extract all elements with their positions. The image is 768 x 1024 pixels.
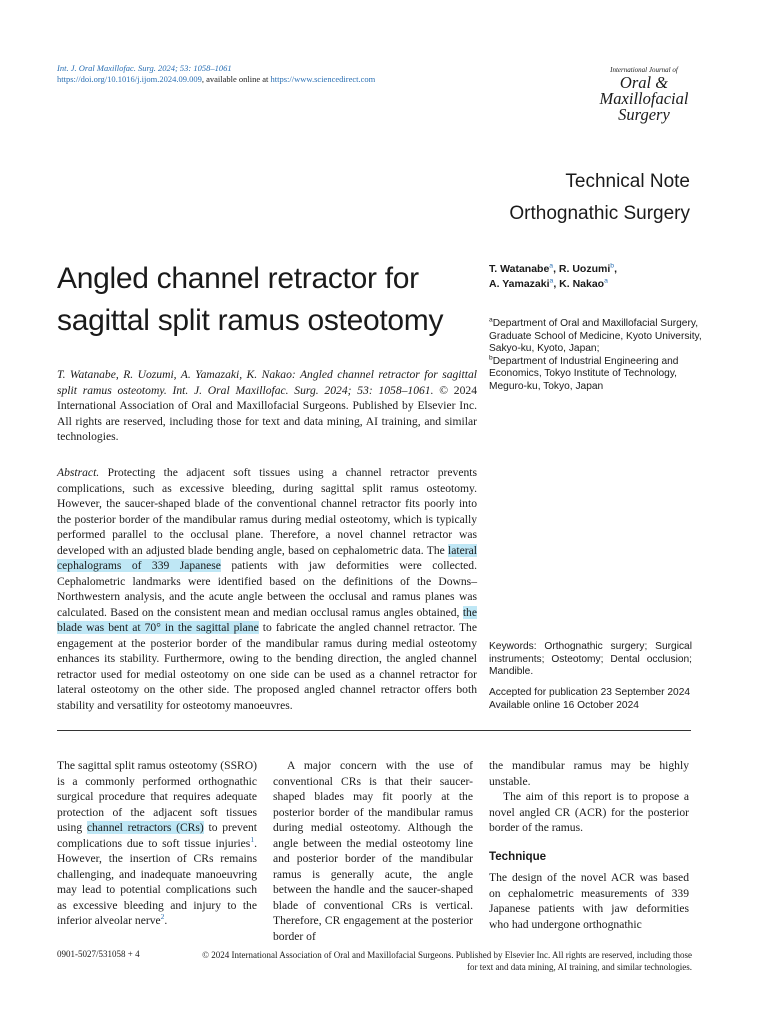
- col1-text-1: The sagittal split ramus osteotomy (SSRO) is a commonly performed orthognathic surgical procedure that requires adequate protection of the adjacent soft tissues using: [57, 759, 257, 834]
- col3-paragraph-1: the mandibular ramus may be highly unstable.: [489, 759, 689, 788]
- abstract-label: Abstract.: [57, 466, 100, 479]
- reference-link-2[interactable]: 2: [160, 912, 165, 922]
- logo-line-3: Maxillofacial: [599, 89, 689, 108]
- abstract: [57, 465, 477, 713]
- affil-mark[interactable]: a: [549, 277, 554, 285]
- article-type-line-1: Technical Note: [565, 171, 690, 192]
- author-nakao: , K. Nakao: [553, 278, 605, 290]
- reference-link-1[interactable]: 1: [250, 834, 255, 844]
- citation-italic: T. Watanabe, R. Uozumi, A. Yamazaki, K. Nakao: Angled channel retractor for sagittal split ramus osteotomy. Int. J. Oral Maxillofac. Surg. 2024; 53: 1058–1061.: [57, 368, 477, 397]
- body-column-2: [273, 758, 473, 944]
- col1-highlight[interactable]: channel retractors (CRs): [86, 821, 204, 834]
- col3-paragraph-3: The design of the novel ACR was based on cephalometric measurements of 339 Japanese patients with jaw deformities who had undergone orthognathic: [489, 871, 689, 931]
- author-uozumi: , R. Uozumi: [553, 263, 611, 275]
- journal-reference: [57, 63, 375, 85]
- accepted-date: Accepted for publication 23 September 2024: [489, 687, 691, 698]
- article-type: [509, 166, 690, 230]
- author-list: [489, 262, 709, 292]
- article-title: Angled channel retractor for sagittal split ramus osteotomy: [57, 262, 444, 337]
- logo-line-1: International Journal of: [610, 66, 678, 74]
- divider: [57, 730, 691, 731]
- online-date: Available online 16 October 2024: [489, 699, 639, 711]
- abstract-text-2: patients with jaw deformities were collected. Cephalometric landmarks were identified based on the definitions of the Downs–Northwestern analysis, and the acute angle between the occlusal and ramus planes was calculated. Based on the consistent mean and median occlusal ramus angles obtained,: [57, 559, 478, 619]
- affiliations: [489, 318, 704, 394]
- affil-mark[interactable]: a: [604, 277, 608, 285]
- logo-line-2: Oral &: [619, 73, 669, 92]
- affil-mark[interactable]: b: [610, 262, 615, 270]
- journal-logo: [596, 66, 692, 123]
- col1-text-3: . However, the insertion of CRs remains challenging, and inadequate manoeuvring may lead to potential complications such as excessive bleeding and injury to the inferior alveolar nerve: [57, 836, 257, 927]
- col1-text-2: to prevent complications due to soft tissue injuries: [57, 821, 257, 850]
- publication-dates: [489, 687, 704, 712]
- author-separator: ,: [614, 263, 617, 275]
- keywords: Keywords: Orthognathic surgery; Surgical instruments; Osteotomy; Dental occlusion; Mandible.: [489, 641, 692, 678]
- affil-b-mark: b: [489, 354, 493, 362]
- footer-copyright: © 2024 International Association of Oral and Maxillofacial Surgeons. Published by Elsevier Inc. All rights are reserved, including those for text and data mining, AI training, and similar technologies.: [202, 950, 692, 972]
- affiliation-a: Department of Oral and Maxillofacial Surgery, Graduate School of Medicine, Kyoto University, Sakyo-ku, Kyoto, Japan;: [489, 318, 702, 355]
- journal-citation: Int. J. Oral Maxillofac. Surg. 2024; 53: 1058–1061: [57, 63, 232, 73]
- sciencedirect-link[interactable]: https://www.sciencedirect.com: [270, 74, 376, 84]
- author-yamazaki: A. Yamazaki: [489, 278, 550, 290]
- abstract-highlight-1[interactable]: lateral cephalograms of 339 Japanese: [57, 543, 477, 572]
- col2-paragraph: A major concern with the use of conventional CRs is that their saucer-shaped blades may fit poorly at the posterior border of the mandibular ramus during medial osteotomy. Although the angle between the medial osteotomy line and posterior border of the mandibular ramus is generally acute, the angle between the handle and the saucer-shaped blade of conventional CRs is vertical. Therefore, CR engagement at the posterior border of: [273, 759, 473, 943]
- citation-rest: © 2024 International Association of Oral and Maxillofacial Surgeons. Published by Elsevier Inc. All rights are reserved, including those for text and data mining, AI training, and similar technologies.: [57, 383, 477, 443]
- col1-text-4: .: [164, 914, 168, 927]
- author-watanabe: T. Watanabe: [489, 263, 550, 275]
- article-type-line-2: Orthognathic Surgery: [509, 203, 690, 224]
- affil-mark[interactable]: a: [549, 262, 554, 270]
- available-text: , available online at: [201, 74, 271, 84]
- doi-link[interactable]: https://doi.org/10.1016/j.ijom.2024.09.009: [57, 74, 202, 84]
- col3-paragraph-2: The aim of this report is to propose a novel angled CR (ACR) for the posterior border of the ramus.: [489, 790, 689, 834]
- abstract-highlight-2[interactable]: the blade was bent at 70° in the sagittal plane: [57, 605, 477, 634]
- abstract-text-1: Protecting the adjacent soft tissues using a channel retractor prevents complications, such as excessive bleeding, during sagittal split ramus osteotomy. However, the saucer-shaped blade of the conventional channel retractor fits poorly into the posterior border of the mandibular ramus during medial osteotomy, which is typically performed parallel to the occlusal plane. Therefore, a novel channel retractor was developed with an adjusted blade bending angle, based on cephalometric data. The: [57, 466, 477, 557]
- citation-block: [57, 367, 477, 445]
- affiliation-b: Department of Industrial Engineering and Economics, Tokyo Institute of Technology, Meguro-ku, Tokyo, Japan: [489, 355, 679, 392]
- abstract-text-3: to fabricate the angled channel retractor. The engagement at the posterior border of the mandibular ramus during medial osteotomy enhances its stability. Furthermore, owing to the bending direction, the angled channel retractor used for medial osteotomy on one side can be used as a channel retractor for lateral osteotomy on the other side. The proposed angled channel retractor offers both stability and versatility for osteotomy manoeuvres.: [57, 621, 477, 712]
- logo-line-4: Surgery: [618, 105, 670, 124]
- footer-code: 0901-5027/531058 + 4: [57, 949, 140, 959]
- section-heading-technique: Technique: [489, 849, 547, 863]
- affil-a-mark: a: [489, 316, 493, 324]
- body-column-1: [57, 758, 257, 929]
- body-column-3: [489, 758, 689, 932]
